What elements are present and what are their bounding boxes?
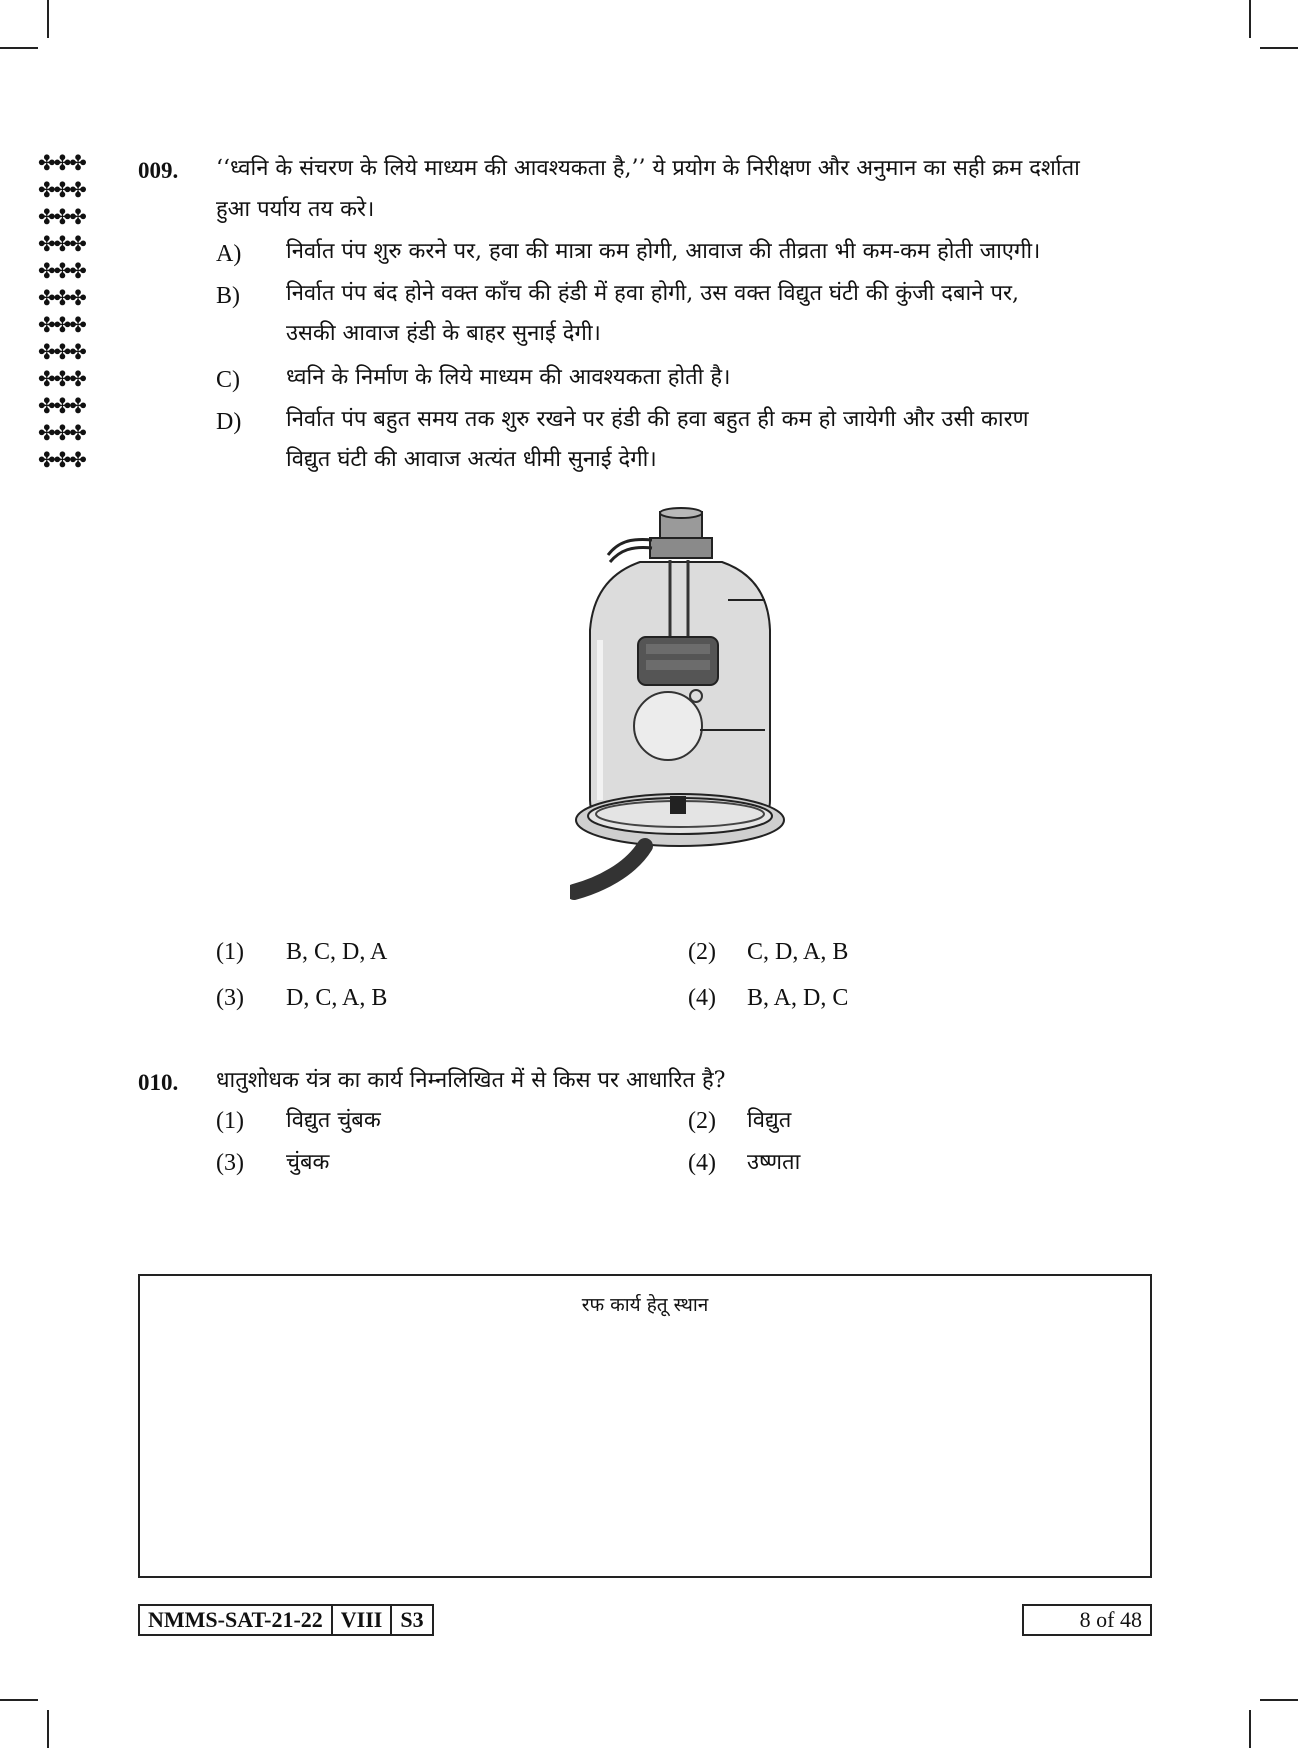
statement-b-label: B) (216, 283, 240, 309)
q10-option-1-label: (1) (216, 1108, 244, 1134)
statement-d-label: D) (216, 409, 242, 435)
q10-option-3-label: (3) (216, 1150, 244, 1176)
question-9-number: 009. (138, 158, 179, 183)
q10-option-1-text: विद्युत चुंबक (286, 1108, 381, 1133)
crop-mark (0, 1699, 38, 1701)
q10-option-4-text: उष्णता (747, 1150, 801, 1175)
star-row: ✤✤✤ (38, 232, 85, 256)
star-row: ✤✤✤ (38, 259, 85, 283)
star-row: ✤✤✤ (38, 394, 85, 418)
footer-class: VIII (333, 1606, 393, 1634)
crop-mark (1260, 1699, 1298, 1701)
statement-b-text: निर्वात पंप बंद होने वक्त काँच की हंडी में हवा होगी, उस वक्त विद्युत घंटी की कुंजी दबाने पर, (286, 281, 1019, 306)
q10-option-3-text: चुंबक (286, 1150, 330, 1175)
question-9-stem-line1: ‘‘ध्वनि के संचरण के लिये माध्यम की आवश्यकता है,’’ ये प्रयोग के निरीक्षण और अनुमान का सही क्रम दर्शाता (216, 156, 1080, 181)
rough-work-title: रफ कार्य हेतू स्थान (581, 1294, 709, 1316)
q9-option-2-label: (2) (688, 939, 716, 965)
statement-d-text: निर्वात पंप बहुत समय तक शुरु रखने पर हंडी की हवा बहुत ही कम हो जायेगी और उसी कारण (286, 407, 1029, 432)
star-row: ✤✤✤ (38, 178, 85, 202)
statement-c-label: C) (216, 367, 240, 393)
q9-option-2-text: C, D, A, B (747, 939, 849, 965)
footer-paper-code: NMMS-SAT-21-22 (140, 1606, 333, 1634)
star-row: ✤✤✤ (38, 421, 85, 445)
crop-mark (1249, 1710, 1251, 1748)
footer-set: S3 (400, 1607, 424, 1632)
statement-a-label: A) (216, 241, 242, 267)
star-row: ✤✤✤ (38, 151, 85, 175)
footer-paper-code-box (138, 1604, 434, 1636)
star-border-decoration (38, 150, 94, 474)
star-row: ✤✤✤ (38, 448, 85, 472)
q9-option-3-text: D, C, A, B (286, 985, 388, 1011)
q9-option-3-label: (3) (216, 985, 244, 1011)
q10-option-4-label: (4) (688, 1150, 716, 1176)
bell-jar-illustration (570, 500, 790, 910)
q9-option-1-text: B, C, D, A (286, 939, 388, 965)
q9-option-4-text: B, A, D, C (747, 985, 849, 1011)
crop-mark (1249, 0, 1251, 38)
q10-option-2-text: विद्युत (747, 1108, 792, 1133)
question-10-number: 010. (138, 1070, 179, 1095)
rough-work-area (138, 1274, 1152, 1578)
statement-c-text: ध्वनि के निर्माण के लिये माध्यम की आवश्यकता होती है। (286, 365, 731, 390)
crop-mark (47, 1710, 49, 1748)
crop-mark (0, 47, 38, 49)
star-row: ✤✤✤ (38, 340, 85, 364)
crop-mark (1260, 47, 1298, 49)
q10-option-2-label: (2) (688, 1108, 716, 1134)
crop-mark (47, 0, 49, 38)
question-10-stem: धातुशोधक यंत्र का कार्य निम्नलिखित में से किस पर आधारित है? (216, 1068, 726, 1093)
q9-option-4-label: (4) (688, 985, 716, 1011)
question-9-stem-line2: हुआ पर्याय तय करे। (216, 197, 375, 222)
q9-option-1-label: (1) (216, 939, 244, 965)
statement-a-text: निर्वात पंप शुरु करने पर, हवा की मात्रा कम होगी, आवाज की तीव्रता भी कम-कम होती जाएगी। (286, 239, 1041, 264)
footer-page-number: 8 of 48 (1022, 1604, 1152, 1636)
star-row: ✤✤✤ (38, 286, 85, 310)
statement-b-text-cont: उसकी आवाज हंडी के बाहर सुनाई देगी। (286, 321, 601, 346)
star-row: ✤✤✤ (38, 205, 85, 229)
star-row: ✤✤✤ (38, 367, 85, 391)
star-row: ✤✤✤ (38, 313, 85, 337)
statement-d-text-cont: विद्युत घंटी की आवाज अत्यंत धीमी सुनाई देगी। (286, 447, 657, 472)
